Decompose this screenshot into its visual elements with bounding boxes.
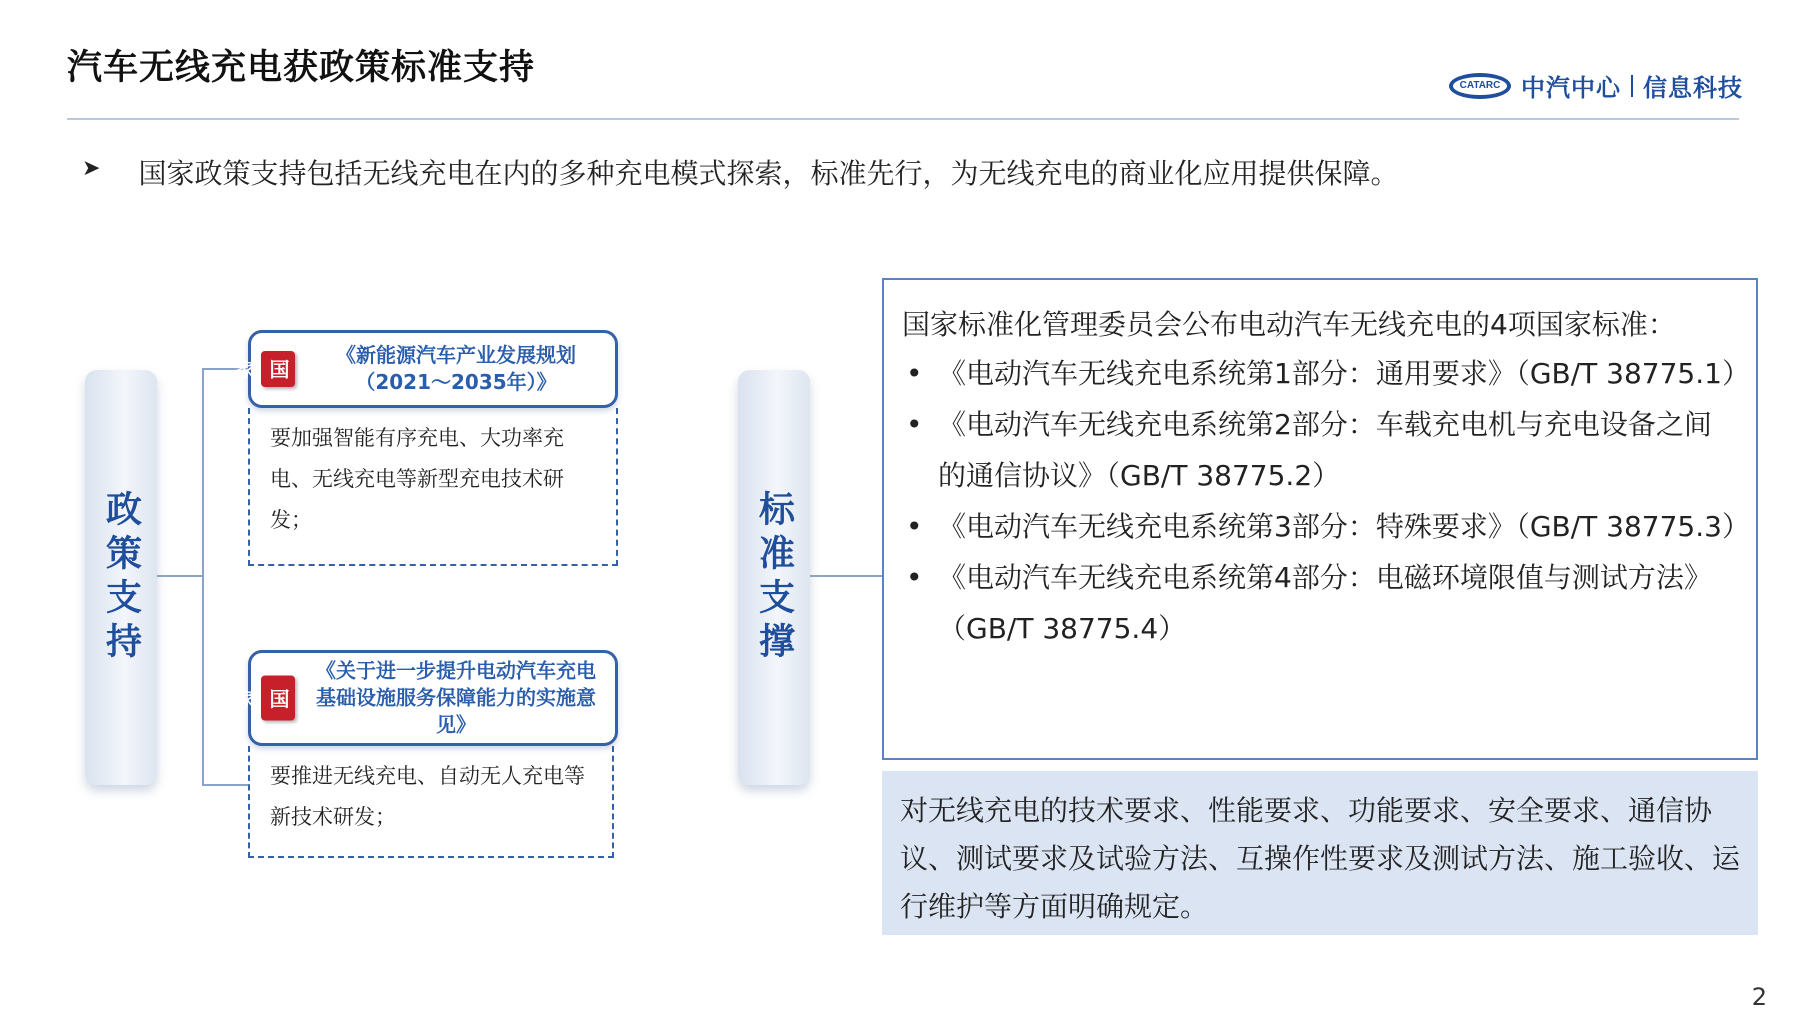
intro-text: 国家政策支持包括无线充电在内的多种充电模式探索，标准先行，为无线充电的商业化应用提供保障。 bbox=[138, 157, 1399, 190]
policy-title: 《新能源汽车产业发展规划（2021～2035年）》 bbox=[336, 343, 576, 394]
policy-body-text: 要加强智能有序充电、大功率充电、无线充电等新型充电技术研发； bbox=[270, 426, 564, 532]
policy-support-tab bbox=[85, 370, 157, 785]
policy-title: 《关于进一步提升电动汽车充电基础设施服务保障能力的实施意见》 bbox=[316, 658, 596, 737]
standard-support-label: 标准支撑 bbox=[753, 489, 795, 666]
standard-item: • 《电动汽车无线充电系统第2部分：车载充电机与充电设备之间的通信协议》（GB/T 38775.2） bbox=[902, 399, 1738, 501]
standard-item: • 《电动汽车无线充电系统第1部分：通用要求》（GB/T 38775.1） bbox=[902, 348, 1738, 399]
logo-divider bbox=[1631, 75, 1633, 97]
company-logo bbox=[1449, 68, 1743, 103]
page-title: 汽车无线充电获政策标准支持 bbox=[67, 48, 536, 88]
header-divider bbox=[67, 118, 1739, 120]
connector-line bbox=[157, 575, 203, 577]
policy-card-body bbox=[248, 408, 618, 566]
national-badge: 国家 bbox=[261, 351, 295, 387]
policy-body-text: 要推进无线充电、自动无人充电等新技术研发； bbox=[270, 764, 585, 829]
catarc-logo-mark: CATARC bbox=[1449, 73, 1511, 99]
policy-card-header bbox=[232, 330, 618, 408]
logo-unit-name: 信息科技 bbox=[1643, 74, 1743, 102]
standard-item: • 《电动汽车无线充电系统第4部分：电磁环境限值与测试方法》（GB/T 38775.4） bbox=[902, 552, 1738, 654]
connector-line bbox=[202, 368, 204, 785]
arrow-bullet-icon: ➤ bbox=[82, 156, 101, 181]
standard-support-tab bbox=[738, 370, 810, 785]
policy-support-label: 政策支持 bbox=[100, 489, 142, 666]
national-badge: 国家 bbox=[261, 676, 295, 721]
standards-intro: 国家标准化管理委员会公布电动汽车无线充电的4项国家标准： bbox=[902, 308, 1676, 341]
connector-line bbox=[810, 575, 882, 577]
intro-bullet bbox=[82, 152, 1398, 192]
standards-list bbox=[902, 348, 1750, 654]
page-number: 2 bbox=[1751, 983, 1767, 1011]
standards-summary: 对无线充电的技术要求、性能要求、功能要求、安全要求、通信协议、测试要求及试验方法、互操作性要求及测试方法、施工验收、运行维护等方面明确规定。 bbox=[882, 771, 1758, 935]
policy-card-header bbox=[232, 650, 618, 746]
logo-org-name: 中汽中心 bbox=[1521, 74, 1621, 102]
standard-item: • 《电动汽车无线充电系统第3部分：特殊要求》（GB/T 38775.3） bbox=[902, 501, 1738, 552]
connector-line bbox=[202, 784, 250, 786]
policy-card-body bbox=[248, 746, 614, 858]
standards-box bbox=[882, 278, 1758, 760]
